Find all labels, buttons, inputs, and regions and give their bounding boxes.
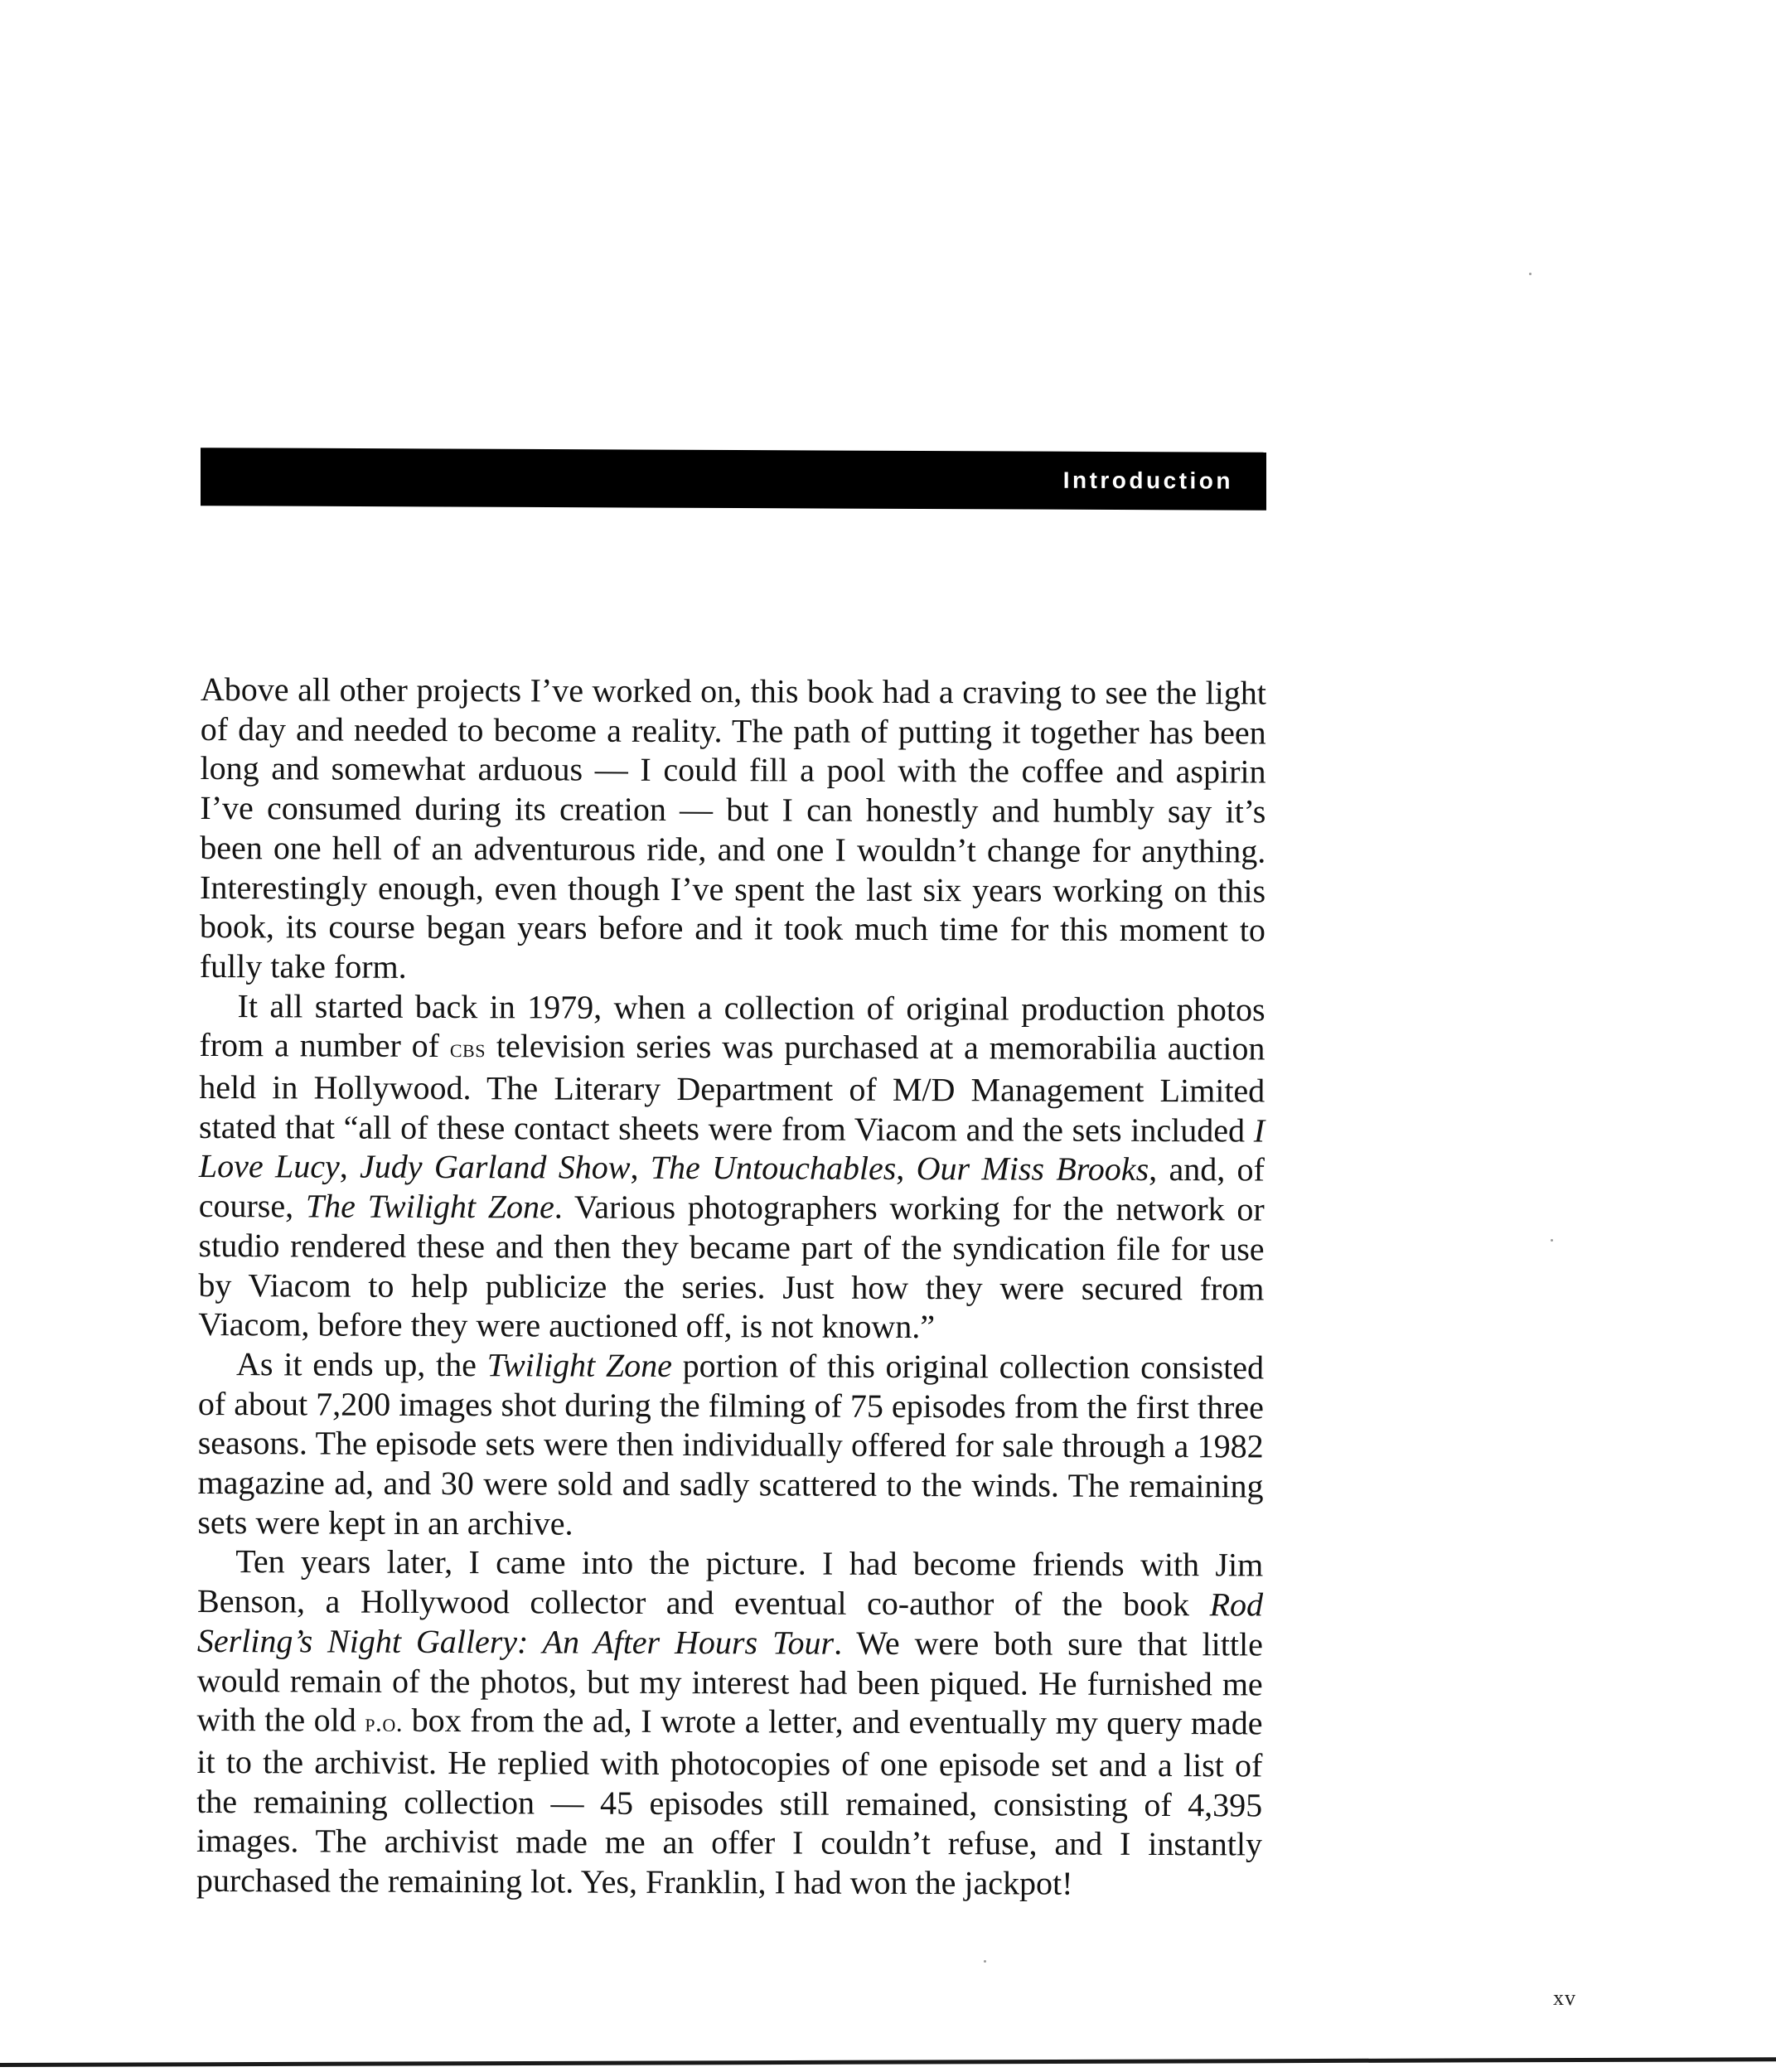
network-abbrev: cbs xyxy=(449,1034,486,1063)
scan-speck xyxy=(984,1960,986,1963)
paragraph-3 xyxy=(197,1344,1264,1546)
paragraph-2 xyxy=(198,986,1265,1348)
book-title: Rod Serling’s Night Gallery: An After Hours Tour xyxy=(196,1585,1264,1662)
paragraph-1-text: Above all other projects I’ve worked on, this book had a craving to see the light of day and needed to become a reality. The path of putting it together has been long and somewhat arduous — I could fill a pool with the coffee and aspirin I’ve consumed during its creation — but I can honestly and humbly say it’s been one hell of an adventurous ride, and one I wouldn’t change for anything. Interestingly enough, even though I’ve spent the last six years working on this book, its course began years before and it took much time for this moment to fully take form. xyxy=(199,670,1266,985)
paragraph-4 xyxy=(196,1542,1264,1904)
separator: , xyxy=(339,1148,361,1186)
chapter-header-bar xyxy=(201,448,1266,511)
paragraph-4-text-c: box from the ad, I wrote a letter, and eventually my query made it to the archivist. He replied with photocopies of one episode set and a list of the remaining collection — 45 episodes still remained, consisting of 4,395 images. The archivist made me an offer I couldn’t refuse, and I instantly purchased the remaining lot. Yes, Franklin, I had won the jackpot! xyxy=(196,1702,1263,1902)
series-title: I Love Lucy xyxy=(198,1111,1265,1186)
series-title: The Untouchables xyxy=(650,1149,897,1188)
paragraph-2-text-a: It all started back in 1979, when a collection of original production photos from a number of xyxy=(199,986,1265,1065)
paragraph-3-text-b: portion of this original collection consisted of about 7,200 images shot during the filming of 75 episodes from the first three seasons. The episode sets were then individually offered for sale through a 1982 magazine ad, and 30 were sold and sadly scattered to the winds. The remaining sets were kept in an archive. xyxy=(197,1346,1265,1542)
paragraph-2-text-c4: , and, of course, xyxy=(198,1150,1265,1225)
series-title: Judy Garland Show xyxy=(360,1148,631,1187)
series-title: The Twilight Zone xyxy=(305,1187,554,1226)
scan-speck xyxy=(1551,1239,1553,1242)
separator: , xyxy=(630,1149,651,1187)
chapter-title: Introduction xyxy=(1062,467,1233,494)
separator: , xyxy=(896,1150,917,1188)
po-abbrev: p.o. xyxy=(365,1707,404,1738)
scan-speck xyxy=(1529,273,1532,275)
body-text xyxy=(196,670,1266,1904)
series-title: Our Miss Brooks xyxy=(916,1150,1149,1188)
paragraph-4-text-a: Ten years later, I came into the picture. I had become friends with Jim Benson, a Hollywood collector and eventual co-author of the book xyxy=(196,1542,1264,1624)
page-number: xv xyxy=(1553,1986,1576,2010)
paragraph-3-text-a: As it ends up, the xyxy=(235,1345,487,1384)
paragraph-2-text-c: . Various photographers working for the network or studio rendered these and then they became part of the syndication file for use by Viacom to help publicize the series. Just how they were secured from Viacom, before they were auctioned off, is not known.” xyxy=(198,1188,1265,1346)
scan-bottom-edge xyxy=(0,2057,1776,2067)
paragraph-1 xyxy=(200,670,1266,990)
series-title: Twilight Zone xyxy=(486,1346,672,1384)
paragraph-4-text-b: . We were both sure that little would remain of the photos, but my interest had been piqued. He furnished me with the old xyxy=(196,1624,1263,1739)
paragraph-2-text-b: television series was purchased at a memorabilia auction held in Hollywood. The Literary Department of M/D Management Limited stated that “all of these contact sheets were from Viacom and the sets included xyxy=(198,1027,1265,1150)
